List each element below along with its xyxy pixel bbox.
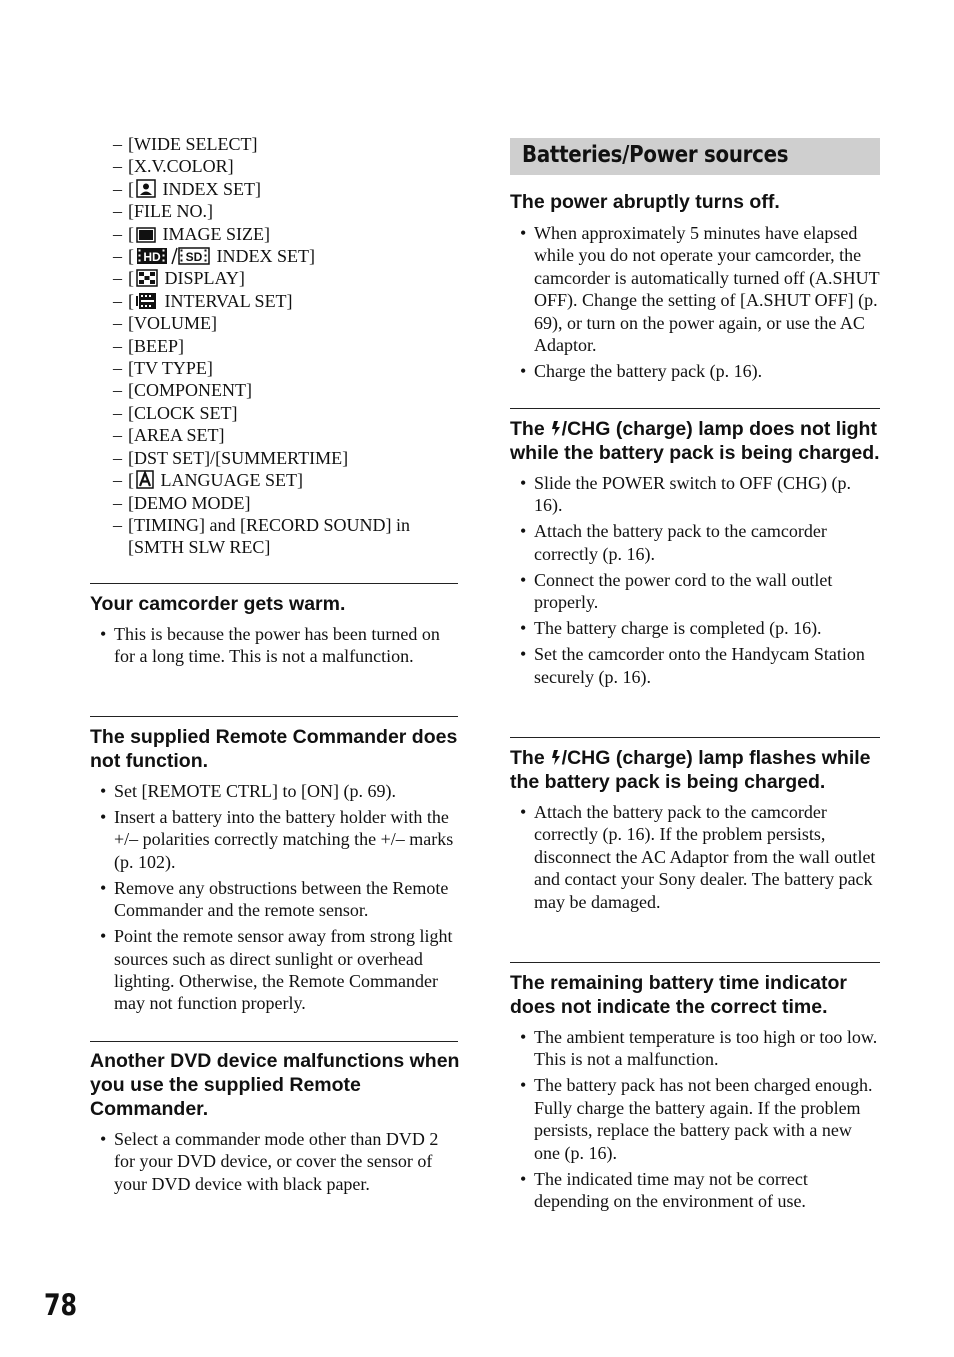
bullet-list (510, 1026, 882, 1212)
svg-text:HD: HD (143, 250, 161, 265)
settings-item: – [WIDE SELECT] (113, 133, 458, 155)
settings-item: – [ DISPLAY] (113, 267, 458, 289)
section-heading: Your camcorder gets warm. (90, 593, 346, 615)
image-size-icon (136, 227, 156, 243)
section-banner (510, 138, 880, 175)
list-item: • Slide the POWER switch to OFF (CHG) (p. 16). (510, 472, 882, 517)
settings-item: – [ LANGUAGE SET] (113, 469, 458, 491)
settings-item: – [X.V.COLOR] (113, 155, 458, 177)
list-item: • Attach the battery pack to the camcorder correctly (p. 16). (510, 520, 882, 565)
face-index-icon (136, 179, 156, 198)
section-heading: The /CHG (charge) lamp flashes while the battery pack is being charged. (510, 747, 871, 793)
list-item: • Insert a battery into the battery holder with the +/– polarities correctly matching the +/– marks (p. 102). (90, 806, 460, 873)
bullet-list (510, 801, 882, 913)
flash-icon (551, 420, 561, 437)
list-item: • The indicated time may not be correct depending on the environment of use. (510, 1168, 882, 1213)
settings-item: – [ INTERVAL SET] (113, 290, 458, 312)
list-item: • Set the camcorder onto the Handycam Station securely (p. 16). (510, 643, 882, 688)
list-item: • The battery charge is completed (p. 16). (510, 617, 882, 639)
section-battery-indicator (510, 971, 882, 1216)
section-divider (90, 716, 458, 717)
svg-text:SD: SD (185, 250, 203, 265)
section-power-off (510, 190, 882, 386)
section-heading: The supplied Remote Commander does not function. (90, 726, 458, 772)
list-item: • This is because the power has been turned on for a long time. This is not a malfunction. (90, 623, 460, 668)
bullet-list (510, 472, 882, 688)
section-banner-title: Batteries/Power sources (522, 142, 789, 168)
bullet-list (90, 623, 460, 668)
settings-item: – [TIMING] and [RECORD SOUND] in [SMTH SLW REC] (113, 514, 458, 559)
section-heading: The remaining battery time indicator does not indicate the correct time. (510, 972, 847, 1018)
list-item: • Charge the battery pack (p. 16). (510, 360, 882, 382)
settings-item: – [TV TYPE] (113, 357, 458, 379)
settings-item: – [DST SET]/[SUMMERTIME] (113, 447, 458, 469)
settings-item: – [ INDEX SET] (113, 178, 458, 200)
list-item: • When approximately 5 minutes have elapsed while you do not operate your camcorder, the camcorder is automatically turned off (A.SHUT OFF). Change the setting of [A.SHUT OFF] (p. 69), or turn on the power again, or use the AC Adaptor. (510, 222, 882, 356)
section-divider (90, 583, 458, 584)
section-camcorder-warm (90, 592, 460, 671)
list-item: • Remove any obstructions between the Remote Commander and the remote sensor. (90, 877, 460, 922)
bullet-list (90, 1128, 460, 1195)
section-heading: Another DVD device malfunctions when you use the supplied Remote Commander. (90, 1050, 460, 1120)
settings-item: – [AREA SET] (113, 424, 458, 446)
settings-item: – [ IMAGE SIZE] (113, 223, 458, 245)
settings-item: – [DEMO MODE] (113, 492, 458, 514)
section-lamp-flashes (510, 746, 882, 917)
thumbnail-display-icon (136, 269, 158, 287)
list-item: • Set [REMOTE CTRL] to [ON] (p. 69). (90, 780, 460, 802)
page-number: 78 (44, 1288, 78, 1322)
list-item: • The ambient temperature is too high or too low. This is not a malfunction. (510, 1026, 882, 1071)
section-divider (510, 737, 880, 738)
section-divider (510, 962, 880, 963)
section-heading: The power abruptly turns off. (510, 191, 780, 213)
film-interval-icon (136, 292, 158, 310)
settings-item: – [COMPONENT] (113, 379, 458, 401)
settings-item: – [FILE NO.] (113, 200, 458, 222)
section-divider (510, 408, 880, 409)
bullet-list (510, 222, 882, 382)
list-item: • The battery pack has not been charged enough. Fully charge the battery again. If the problem persists, replace the battery pack with a new one (p. 16). (510, 1074, 882, 1164)
section-remote-commander (90, 725, 460, 1018)
bullet-list (90, 780, 460, 1015)
section-lamp-not-light (510, 417, 882, 692)
settings-list (113, 133, 458, 559)
settings-item: – [VOLUME] (113, 312, 458, 334)
list-item: • Select a commander mode other than DVD 2 for your DVD device, or cover the sensor of your DVD device with black paper. (90, 1128, 460, 1195)
section-heading: The /CHG (charge) lamp does not light while the battery pack is being charged. (510, 418, 880, 464)
settings-item: – [BEEP] (113, 335, 458, 357)
settings-item: – [ HD SD INDEX SET] (113, 245, 458, 267)
language-icon (136, 470, 154, 489)
section-dvd-device (90, 1049, 460, 1199)
list-item: • Point the remote sensor away from strong light sources such as direct sunlight or overhead lighting. Otherwise, the Remote Commander may not function properly. (90, 925, 460, 1015)
hd-sd-icon (136, 247, 210, 265)
list-item: • Attach the battery pack to the camcorder correctly (p. 16). If the problem persists, disconnect the AC Adaptor from the wall outlet and contact your Sony dealer. The battery pack may be damaged. (510, 801, 882, 913)
list-item: • Connect the power cord to the wall outlet properly. (510, 569, 882, 614)
flash-icon (551, 749, 561, 766)
section-divider (90, 1041, 458, 1042)
settings-item: – [CLOCK SET] (113, 402, 458, 424)
